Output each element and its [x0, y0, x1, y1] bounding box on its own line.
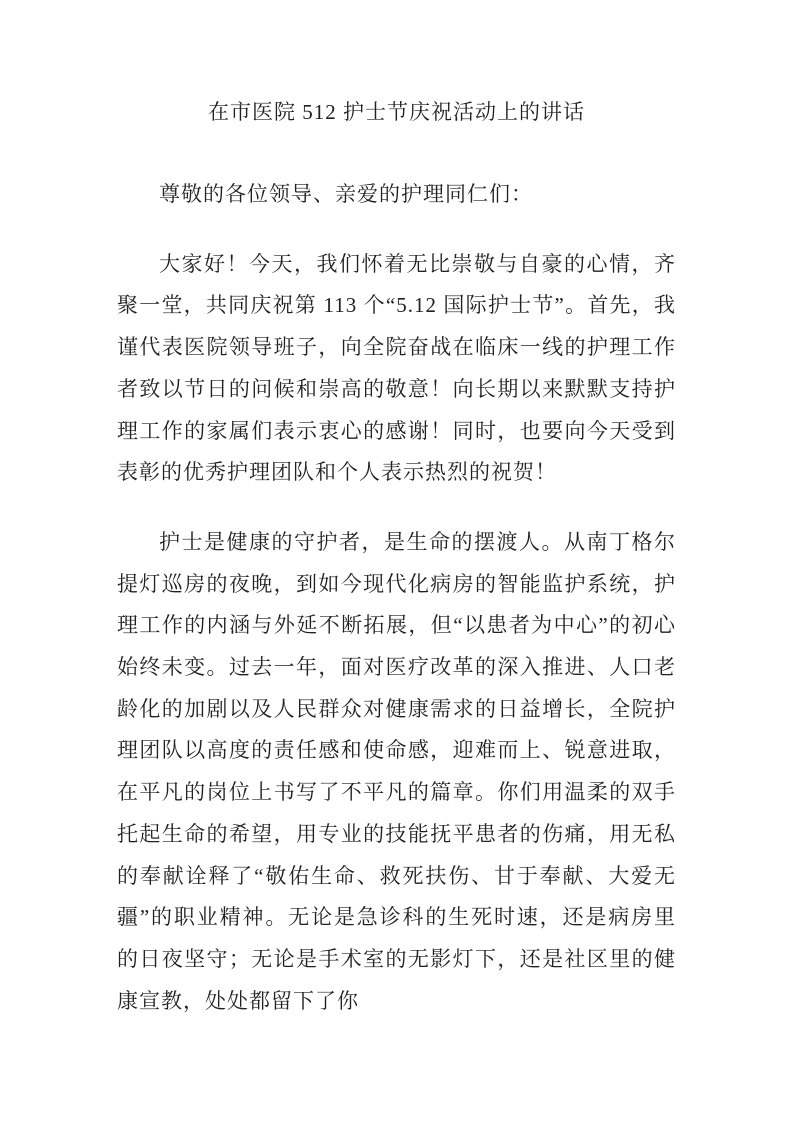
salutation-line: 尊敬的各位领导、亲爱的护理同仁们：: [159, 182, 533, 206]
body-paragraph-1: 大家好！今天，我们怀着无比崇敬与自豪的心情，齐聚一堂，共同庆祝第 113 个“5.12 国际护士节”。首先，我谨代表医院领导班子，向全院奋战在临床一线的护理工作者致以节日的问候和崇高的敬意！向长期以来默默支持护理工作的家属们表示衷心的感谢！同时，也要向今天受到表彰的优秀护理团队和个人表示热烈的祝贺！: [117, 251, 676, 485]
body-paragraph-2: 护士是健康的守护者，是生命的摆渡人。从南丁格尔提灯巡房的夜晚，到如今现代化病房的智能监护系统，护理工作的内涵与外延不断拓展，但“以患者为中心”的初心始终未变。过去一年，面对医疗改革的深入推进、人口老龄化的加剧以及人民群众对健康需求的日益增长，全院护理团队以高度的责任感和使命感，迎难而上、锐意进取，在平凡的岗位上书写了不平凡的篇章。你们用温柔的双手托起生命的希望，用专业的技能抚平患者的伤痛，用无私的奉献诠释了“敬佑生命、救死扶伤、甘于奉献、大爱无疆”的职业精神。无论是急诊科的生死时速，还是病房里的日夜坚守；无论是手术室的无影灯下，还是社区里的健康宣教，处处都留下了你: [117, 529, 676, 1013]
document-title: 在市医院 512 护士节庆祝活动上的讲话: [208, 100, 585, 124]
